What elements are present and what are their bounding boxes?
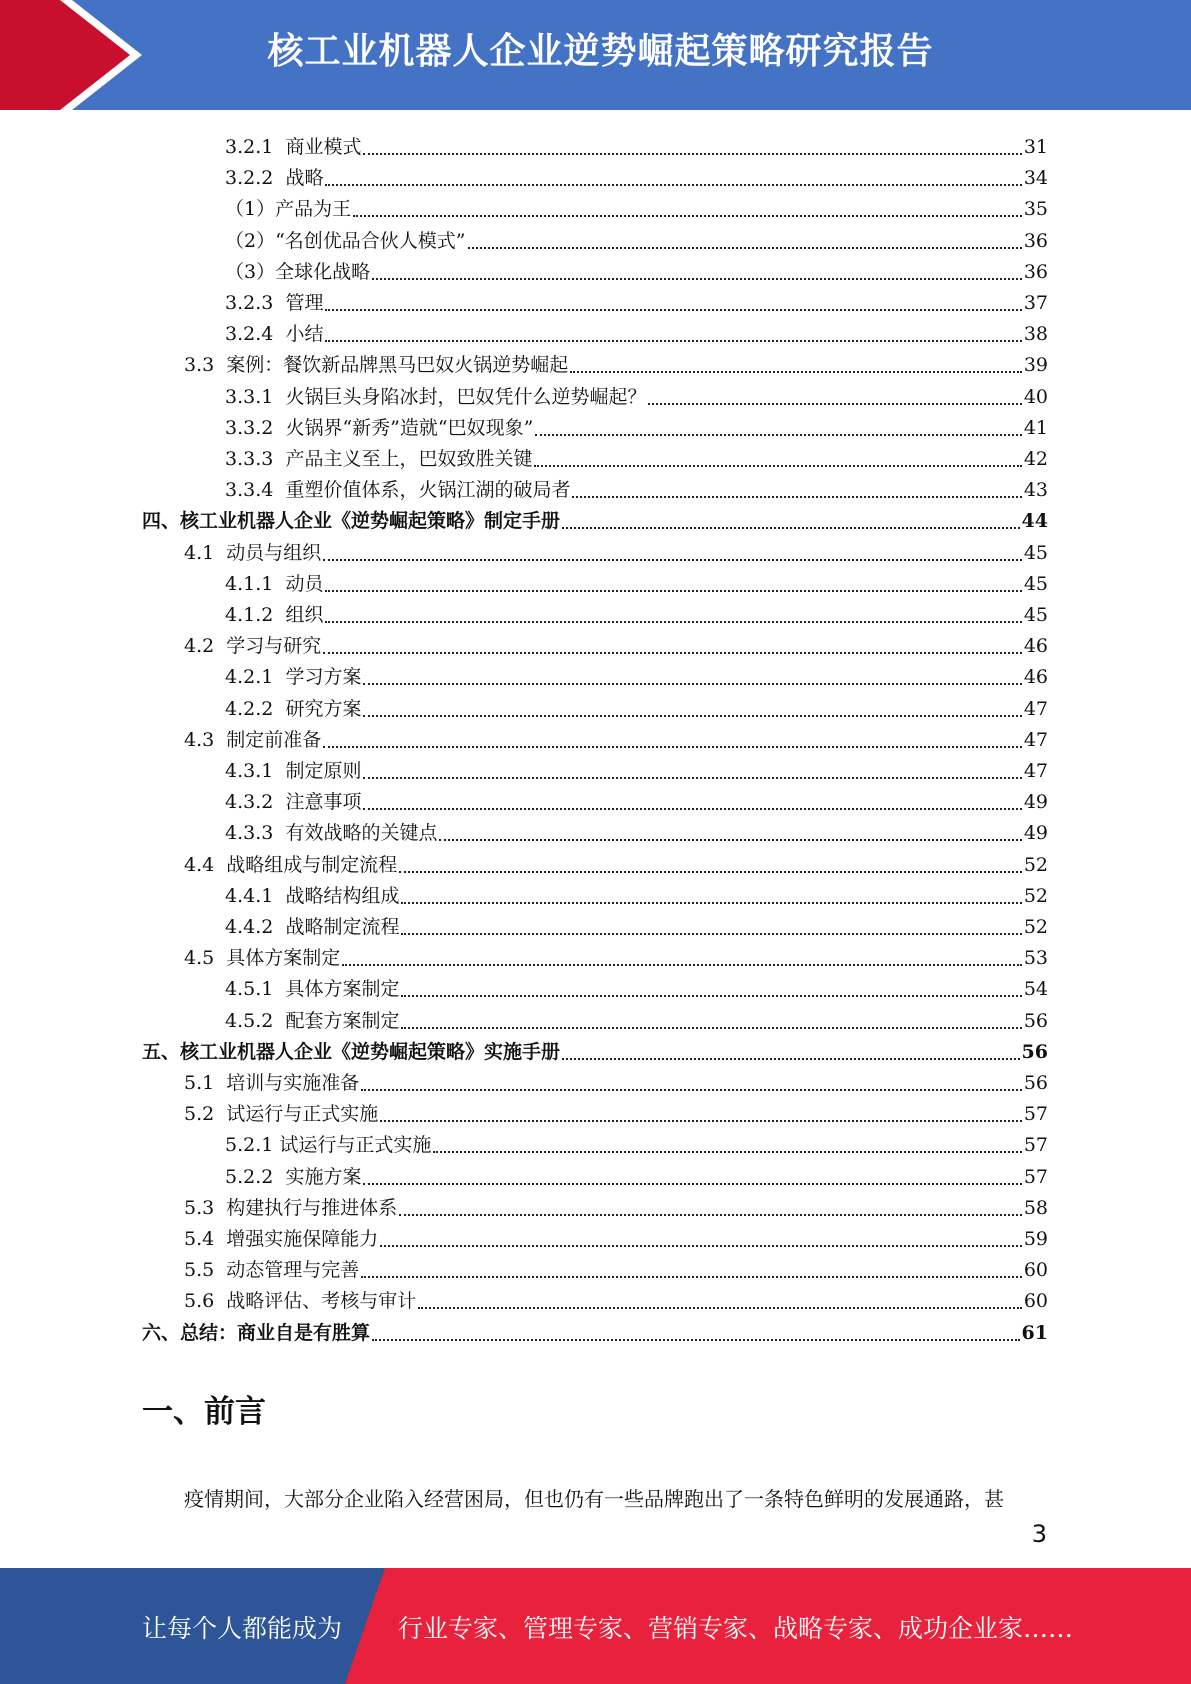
toc-entry[interactable] [184,939,1048,970]
toc-dot-leader [648,402,1021,405]
toc-entry-label: 注意事项 [285,791,362,814]
toc-entry-number: 5.2 [184,1103,227,1126]
toc-entry[interactable] [225,596,1048,627]
toc-entry-number: 3.2.4 [225,323,286,346]
toc-entry[interactable] [184,1095,1048,1126]
toc-entry-page: 39 [1023,354,1048,377]
toc-entry-page: 49 [1023,822,1048,845]
toc-entry-label: 动员 [285,572,324,595]
toc-dot-leader [363,776,1021,779]
toc-entry-page: 46 [1023,666,1048,689]
toc-entry-number: 4.4.1 [225,884,286,907]
toc-entry-page: 31 [1023,136,1048,158]
toc-entry[interactable] [225,159,1048,190]
toc-entry-page: 59 [1023,1228,1048,1250]
section-heading: 一、前言 [142,1394,266,1430]
toc-entry-label: 构建执行与推进体系 [226,1196,398,1219]
toc-entry-label: 四、核工业机器人企业《逆势崛起策略》制定手册 [142,510,561,533]
toc-entry-page: 60 [1023,1290,1048,1313]
toc-entry-page: 56 [1023,1009,1048,1032]
toc-entry-number: 4.1.1 [225,572,286,595]
toc-dot-leader [535,433,1022,436]
toc-entry[interactable] [142,1314,1048,1345]
toc-entry-label: 有效战略的关键点 [285,822,438,845]
toc-entry-number: 4.2.2 [225,697,286,720]
toc-entry[interactable] [225,378,1048,409]
toc-dot-leader [325,620,1021,623]
toc-entry-label: 组织 [285,604,324,626]
toc-entry-page: 47 [1023,728,1048,751]
toc-entry-label: 学习方案 [285,666,362,689]
toc-entry-label: 实施方案 [285,1165,362,1188]
toc-entry[interactable] [225,565,1048,596]
toc-entry-page: 40 [1023,385,1048,408]
toc-dot-leader [325,183,1021,186]
toc-dot-leader [468,246,1022,249]
toc-entry-label: 战略制定流程 [285,916,400,938]
toc-entry-page: 38 [1023,323,1048,346]
toc-entry-page: 47 [1023,697,1048,720]
toc-entry[interactable] [142,502,1048,533]
toc-entry-label: 火锅巨头身陷冰封，巴奴凭什么逆势崛起？ [285,385,647,408]
toc-entry[interactable] [225,409,1048,440]
footer-slogan-right: 行业专家、管理专家、营销专家、战略专家、成功企业家…… [398,1614,1074,1643]
toc-entry-number: 4.3.1 [225,760,286,782]
toc-entry-page: 46 [1023,635,1048,658]
toc-dot-leader [363,682,1021,685]
toc-entry-number: 5.5 [184,1259,227,1282]
toc-entry-number: （2） [225,229,276,252]
toc-entry-page: 57 [1023,1103,1048,1126]
toc-entry-page: 45 [1023,572,1048,595]
toc-entry-number: 3.3.4 [225,479,286,502]
toc-entry-page: 53 [1023,947,1048,970]
toc-entry-page: 56 [1021,1040,1048,1063]
toc-entry-number: 4.2 [184,635,227,658]
toc-dot-leader [572,495,1021,498]
toc-dot-leader [433,1150,1021,1153]
toc-entry-page: 45 [1023,541,1048,564]
toc-dot-leader [418,1306,1022,1309]
toc-entry-number: 4.5.1 [225,978,286,1001]
toc-entry-page: 52 [1023,916,1048,938]
toc-entry-label: 六、总结：商业自是有胜算 [142,1321,371,1344]
toc-entry[interactable] [225,658,1048,689]
toc-entry-label: 商业模式 [285,136,362,158]
toc-entry-number: 5.1 [184,1072,227,1094]
toc-entry-number: 5.2.2 [225,1165,286,1188]
body-paragraph: 疫情期间，大部分企业陷入经营困局，但也仍有一些品牌跑出了一条特色鲜明的发展通路，甚 [184,1487,1004,1511]
toc-entry-label: 产品主义至上，巴奴致胜关键 [285,448,533,470]
toc-dot-leader [399,1213,1022,1216]
toc-entry-page: 57 [1023,1165,1048,1188]
toc-entry[interactable] [225,128,1048,159]
toc-dot-leader [323,745,1022,748]
toc-entry[interactable] [225,690,1048,721]
toc-entry-label: 产品为王 [275,198,352,221]
toc-entry[interactable] [225,190,1048,221]
toc-dot-leader [399,870,1022,873]
toc-entry-label: 培训与实施准备 [226,1072,360,1094]
toc-entry-number: 4.3.2 [225,791,286,814]
toc-entry-page: 52 [1023,853,1048,876]
toc-entry-label: 具体方案制定 [285,978,400,1001]
toc-entry-page: 36 [1023,260,1048,283]
toc-entry-number: 3.3.2 [225,416,286,439]
toc-entry-label: 战略 [285,167,324,190]
toc-entry-number: 4.4 [184,853,227,876]
toc-entry[interactable] [184,1251,1048,1282]
toc-entry-page: 36 [1023,229,1048,252]
toc-entry[interactable] [225,970,1048,1001]
toc-entry-label: 案例：餐饮新品牌黑马巴奴火锅逆势崛起 [226,354,569,377]
footer-slogan-left: 让每个人都能成为 [142,1614,343,1643]
toc-entry-label: 制定前准备 [226,728,322,751]
toc-entry[interactable] [225,752,1048,783]
toc-entry-label: 战略评估、考核与审计 [226,1290,417,1313]
toc-entry-number: 5.6 [184,1290,227,1313]
toc-entry[interactable] [184,721,1048,752]
toc-entry[interactable] [225,284,1048,315]
toc-entry[interactable] [142,1033,1048,1064]
toc-entry-page: 35 [1023,198,1048,221]
toc-entry-label: 重塑价值体系，火锅江湖的破局者 [285,479,571,502]
toc-entry-number: 4.5 [184,947,227,970]
toc-entry-page: 44 [1021,510,1048,533]
toc-dot-leader [562,1057,1020,1060]
toc-entry-number: 5.3 [184,1196,227,1219]
toc-entry-number: 3.2.1 [225,136,286,158]
page-footer [0,1568,1191,1684]
toc-entry-number: 4.4.2 [225,916,286,938]
toc-entry-number: 4.3.3 [225,822,286,845]
toc-entry[interactable] [225,1002,1048,1033]
toc-entry-label: 试运行与正式实施 [226,1103,379,1126]
toc-dot-leader [342,963,1022,966]
page-header [0,0,1191,110]
toc-entry-label: 试运行与正式实施 [279,1134,432,1157]
toc-dot-leader [323,651,1022,654]
toc-entry-number: 4.1 [184,541,227,564]
toc-dot-leader [325,589,1021,592]
toc-entry-number: 3.3.3 [225,448,286,470]
toc-entry-page: 61 [1021,1321,1048,1344]
toc-entry-number: 3.2.3 [225,292,286,314]
toc-entry[interactable] [184,846,1048,877]
toc-entry[interactable] [184,1282,1048,1313]
toc-dot-leader [372,1338,1020,1341]
toc-entry-page: 43 [1023,479,1048,502]
toc-entry-number: 5.2.1 [225,1134,280,1157]
toc-entry[interactable] [184,627,1048,658]
toc-entry-label: 学习与研究 [226,635,322,658]
toc-entry-page: 49 [1023,791,1048,814]
toc-dot-leader [401,932,1021,935]
toc-entry-page: 54 [1023,978,1048,1001]
toc-entry-page: 58 [1023,1196,1048,1219]
toc-dot-leader [534,464,1021,467]
toc-entry-number: 3.2.2 [225,167,286,190]
toc-dot-leader [361,1088,1022,1091]
toc-dot-leader [363,1182,1021,1185]
toc-dot-leader [323,558,1022,561]
toc-entry-page: 56 [1023,1072,1048,1094]
toc-entry-page: 34 [1023,167,1048,190]
toc-entry-label: 动员与组织 [226,541,322,564]
toc-entry-page: 37 [1023,292,1048,314]
toc-entry[interactable] [184,1220,1048,1251]
toc-entry-page: 60 [1023,1259,1048,1282]
toc-dot-leader [401,901,1021,904]
toc-entry-label: 五、核工业机器人企业《逆势崛起策略》实施手册 [142,1040,561,1063]
toc-entry[interactable] [184,1189,1048,1220]
toc-entry-page: 42 [1023,448,1048,470]
toc-entry-page: 41 [1023,416,1048,439]
toc-entry[interactable] [225,783,1048,814]
toc-dot-leader [401,994,1021,997]
toc-dot-leader [363,807,1021,810]
toc-entry-label: 具体方案制定 [226,947,341,970]
toc-entry-label: 增强实施保障能力 [226,1228,379,1250]
toc-entry[interactable] [225,908,1048,939]
toc-entry[interactable] [225,440,1048,471]
toc-entry[interactable] [225,1126,1048,1157]
toc-entry-number: 5.4 [184,1228,227,1250]
toc-entry-number: 3.3.1 [225,385,286,408]
toc-entry[interactable] [225,253,1048,284]
toc-entry-page: 57 [1023,1134,1048,1157]
toc-entry-number: （1） [225,198,276,221]
toc-entry[interactable] [225,315,1048,346]
toc-entry-label: 研究方案 [285,697,362,720]
toc-entry-page: 45 [1023,604,1048,626]
toc-entry-label: 小结 [285,323,324,346]
toc-entry-label: 全球化战略 [275,260,371,283]
toc-entry-label: 管理 [285,292,324,314]
toc-dot-leader [325,308,1021,311]
toc-entry[interactable] [225,877,1048,908]
toc-dot-leader [372,277,1022,280]
toc-dot-leader [353,214,1022,217]
toc-entry-label: 战略结构组成 [285,884,400,907]
toc-entry-label: 动态管理与完善 [226,1259,360,1282]
toc-entry-label: 制定原则 [285,760,362,782]
toc-entry-label: 配套方案制定 [285,1009,400,1032]
page-number: 3 [1031,1520,1047,1548]
toc-dot-leader [562,526,1020,529]
toc-entry-label: “名创优品合伙人模式” [275,229,466,252]
toc-entry[interactable] [225,1158,1048,1189]
toc-entry[interactable] [225,471,1048,502]
toc-dot-leader [361,1275,1022,1278]
toc-dot-leader [325,339,1021,342]
toc-entry[interactable] [225,814,1048,845]
toc-dot-leader [363,714,1021,717]
toc-entry-label: 火锅界“新秀”造就“巴奴现象” [285,416,534,439]
toc-entry[interactable] [225,222,1048,253]
toc-entry-number: （3） [225,260,276,283]
toc-dot-leader [363,152,1021,155]
toc-entry[interactable] [184,534,1048,565]
toc-entry[interactable] [184,346,1048,377]
toc-entry-number: 4.2.1 [225,666,286,689]
toc-dot-leader [380,1244,1022,1247]
toc-dot-leader [380,1119,1022,1122]
toc-entry-label: 战略组成与制定流程 [226,853,398,876]
toc-entry-number: 4.1.2 [225,604,286,626]
report-title: 核工业机器人企业逆势崛起策略研究报告 [267,31,934,72]
toc-dot-leader [401,1026,1021,1029]
toc-entry-page: 52 [1023,884,1048,907]
toc-dot-leader [570,370,1022,373]
toc-entry[interactable] [184,1064,1048,1095]
toc-entry-number: 4.3 [184,728,227,751]
toc-entry-number: 4.5.2 [225,1009,286,1032]
toc-dot-leader [439,838,1021,841]
toc-entry-number: 3.3 [184,354,227,377]
toc-entry-page: 47 [1023,760,1048,782]
